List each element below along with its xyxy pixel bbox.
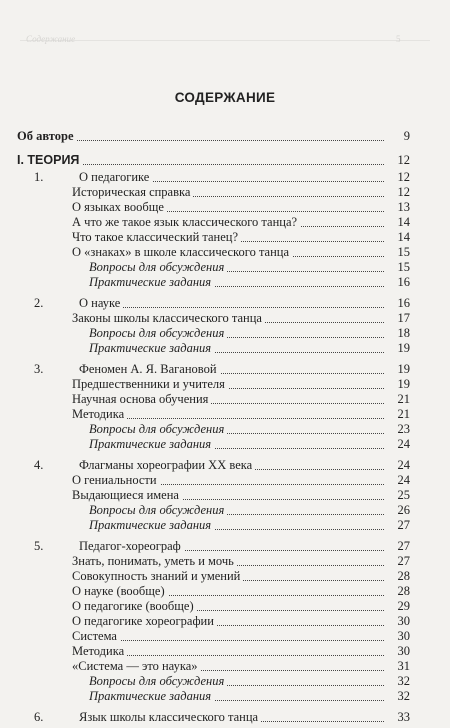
toc-entry-title: А что же такое язык классического танца? (72, 215, 300, 230)
toc-page-number: 30 (397, 614, 410, 628)
toc-page-number: 14 (397, 230, 410, 244)
toc-entry-title: О науке (79, 296, 123, 311)
toc-entry-title: О «знаках» в школе классического танца (72, 245, 292, 260)
toc-page-number: 29 (397, 599, 410, 613)
toc-entry-title: Методика (72, 407, 127, 422)
toc-entry-title: Знать, понимать, уметь и мочь (72, 554, 237, 569)
toc-entry-title: Совокупность знаний и умений (72, 569, 243, 584)
toc-page-number: 19 (397, 377, 410, 391)
toc-page-number: 24 (397, 437, 410, 451)
toc-entry (0, 584, 450, 599)
toc-page-number: 21 (397, 407, 410, 421)
toc-entry (0, 170, 450, 185)
toc-entry-title: «Система — это наука» (72, 659, 201, 674)
toc-entry (0, 674, 450, 689)
toc-entry (0, 488, 450, 503)
header-rule (20, 40, 430, 41)
toc-entry (0, 437, 450, 452)
toc-entry (0, 311, 450, 326)
toc-entry (0, 215, 450, 230)
toc-entry (0, 458, 450, 473)
toc-entry (0, 185, 450, 200)
toc-entry-title: О гениальности (72, 473, 160, 488)
toc-page-number: 12 (397, 185, 410, 199)
toc-entry (0, 326, 450, 341)
toc-entry-title: О педагогике (79, 170, 152, 185)
toc-entry-title: О языках вообще (72, 200, 167, 215)
toc-page-number: 15 (397, 260, 410, 274)
toc-entry (0, 129, 450, 144)
toc-page-number: 26 (397, 503, 410, 517)
toc-page-number: 15 (397, 245, 410, 259)
toc-entry-title: Практические задания (89, 518, 214, 533)
toc-entry (0, 473, 450, 488)
toc-leader-dots (79, 307, 384, 308)
toc-page-number: 16 (397, 275, 410, 289)
toc-page-number: 18 (397, 326, 410, 340)
toc-entry (0, 569, 450, 584)
toc-entry-title: Феномен А. Я. Вагановой (79, 362, 220, 377)
toc-entry-number: 4. (34, 458, 44, 472)
toc-entry (0, 275, 450, 290)
toc-entry-title: Выдающиеся имена (72, 488, 182, 503)
toc-entry (0, 296, 450, 311)
toc-entry-title: Практические задания (89, 689, 214, 704)
toc-entry (0, 644, 450, 659)
toc-entry-title: Система (72, 629, 120, 644)
toc-page-number: 30 (397, 644, 410, 658)
toc-entry-title: Практические задания (89, 275, 214, 290)
page-title: СОДЕРЖАНИЕ (174, 90, 276, 105)
toc-page-number: 30 (397, 629, 410, 643)
toc-entry (0, 518, 450, 533)
toc-entry-title: Вопросы для обсуждения (89, 503, 227, 518)
toc-entry-title: Законы школы классического танца (72, 311, 265, 326)
toc-entry (0, 260, 450, 275)
toc-entry (0, 230, 450, 245)
toc-page-number: 28 (397, 584, 410, 598)
toc-entry-title: Вопросы для обсуждения (89, 260, 227, 275)
toc-entry (0, 614, 450, 629)
toc-entry-title: Практические задания (89, 437, 214, 452)
toc-entry-title: О педагогике (вообще) (72, 599, 197, 614)
toc-entry-title: Научная основа обучения (72, 392, 211, 407)
toc-entry-title: Флагманы хореографии XX века (79, 458, 255, 473)
toc-entry (0, 503, 450, 518)
toc-page-number: 16 (397, 296, 410, 310)
toc-entry-title: Методика (72, 644, 127, 659)
toc-entry (0, 599, 450, 614)
toc-page-number: 21 (397, 392, 410, 406)
toc-page-number: 17 (397, 311, 410, 325)
toc-entry-title: Что такое классический танец? (72, 230, 241, 245)
toc-page-number: 23 (397, 422, 410, 436)
toc-entry-title: Язык школы классического танца (79, 710, 261, 725)
toc-entry-number: 6. (34, 710, 44, 724)
toc-entry-title: Вопросы для обсуждения (89, 422, 227, 437)
toc-page-number: 27 (397, 518, 410, 532)
toc-page-number: 24 (397, 458, 410, 472)
toc-entry (0, 407, 450, 422)
toc-entry (0, 200, 450, 215)
toc-entry (0, 153, 450, 168)
toc-entry-title: Историческая справка (72, 185, 193, 200)
toc-entry (0, 554, 450, 569)
toc-entry-title: Вопросы для обсуждения (89, 674, 227, 689)
toc-page-number: 27 (397, 554, 410, 568)
toc-page-number: 12 (397, 170, 410, 184)
toc-page-number: 12 (397, 153, 410, 167)
toc-page-number: 32 (397, 674, 410, 688)
toc-page-number: 27 (397, 539, 410, 553)
toc-entry (0, 392, 450, 407)
toc-entry (0, 689, 450, 704)
toc-entry-number: 1. (34, 170, 44, 184)
toc-entry (0, 539, 450, 554)
toc-entry (0, 710, 450, 725)
toc-entry (0, 245, 450, 260)
toc-page-number: 33 (397, 710, 410, 724)
toc-page-number: 32 (397, 689, 410, 703)
toc-entry-title: О науке (вообще) (72, 584, 168, 599)
toc-page-number: 31 (397, 659, 410, 673)
toc-page-number: 13 (397, 200, 410, 214)
toc-page-number: 9 (403, 129, 410, 143)
toc-page-number: 19 (397, 362, 410, 376)
toc-entry (0, 659, 450, 674)
toc-page-number: 25 (397, 488, 410, 502)
toc-page-number: 19 (397, 341, 410, 355)
toc-page-number: 24 (397, 473, 410, 487)
toc-entry-number: 2. (34, 296, 44, 310)
toc-entry-title: I. ТЕОРИЯ (17, 153, 82, 168)
toc-entry (0, 377, 450, 392)
toc-entry (0, 422, 450, 437)
toc-entry-title: Предшественники и учителя (72, 377, 228, 392)
toc-entry-number: 5. (34, 539, 44, 553)
toc-entry (0, 629, 450, 644)
toc-entry-title: Практические задания (89, 341, 214, 356)
toc-entry (0, 341, 450, 356)
toc-entry-title: Об авторе (17, 129, 77, 144)
running-page-mark: 5 (396, 34, 401, 44)
running-header: Содержание (26, 34, 76, 44)
toc-entry (0, 362, 450, 377)
toc-entry-title: Вопросы для обсуждения (89, 326, 227, 341)
toc-entry-title: О педагогике хореографии (72, 614, 217, 629)
toc-entry-number: 3. (34, 362, 44, 376)
toc-page-number: 28 (397, 569, 410, 583)
toc-entry-title: Педагог-хореограф (79, 539, 184, 554)
toc-page-number: 14 (397, 215, 410, 229)
